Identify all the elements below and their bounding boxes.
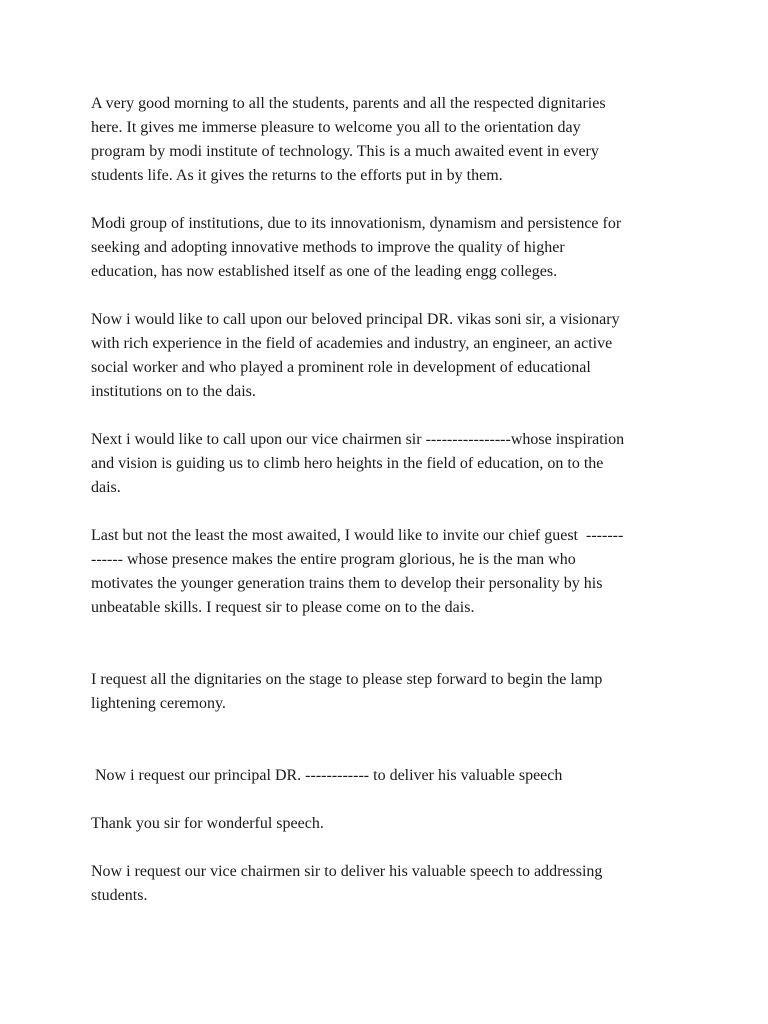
paragraph-thank-you: Thank you sir for wonderful speech. (91, 815, 324, 832)
paragraph-principal-speech: Now i request our principal DR. ------------ to deliver his valuable speech (91, 767, 563, 784)
paragraph-principal-intro: Now i would like to call upon our beloved principal DR. vikas soni sir, a visionary with rich experience in the field of academies and industry, an engineer, an active social worker and who played a prominent role in development of educational institutions on to the dais. (91, 311, 620, 400)
paragraph-lamp-lighting: I request all the dignitaries on the stage to please step forward to begin the lamp lightening ceremony. (91, 671, 603, 712)
paragraph-modi-group: Modi group of institutions, due to its innovationism, dynamism and persistence for seeking and adopting innovative methods to improve the quality of higher education, has now established itself as one of the leading engg colleges. (91, 215, 622, 280)
paragraph-vice-chairman-speech: Now i request our vice chairmen sir to deliver his valuable speech to addressing students. (91, 863, 603, 904)
paragraph-vice-chairman-intro: Next i would like to call upon our vice chairmen sir ----------------whose inspiration and vision is guiding us to climb hero heights in the field of education, on to the dais. (91, 431, 625, 496)
paragraph-chief-guest-intro: Last but not the least the most awaited, I would like to invite our chief guest ------- ------ whose presence makes the entire program glorious, he is the man who motivates the younger generation trains them to develop their personality by his unbeatable skills. I request sir to please come on to the dais. (91, 527, 624, 616)
paragraph-welcome: A very good morning to all the students, parents and all the respected dignitaries here. It gives me immerse pleasure to welcome you all to the orientation day program by modi institute of technology. This is a much awaited event in every students life. As it gives the returns to the efforts put in by them. (91, 95, 606, 184)
document-body (91, 92, 691, 908)
